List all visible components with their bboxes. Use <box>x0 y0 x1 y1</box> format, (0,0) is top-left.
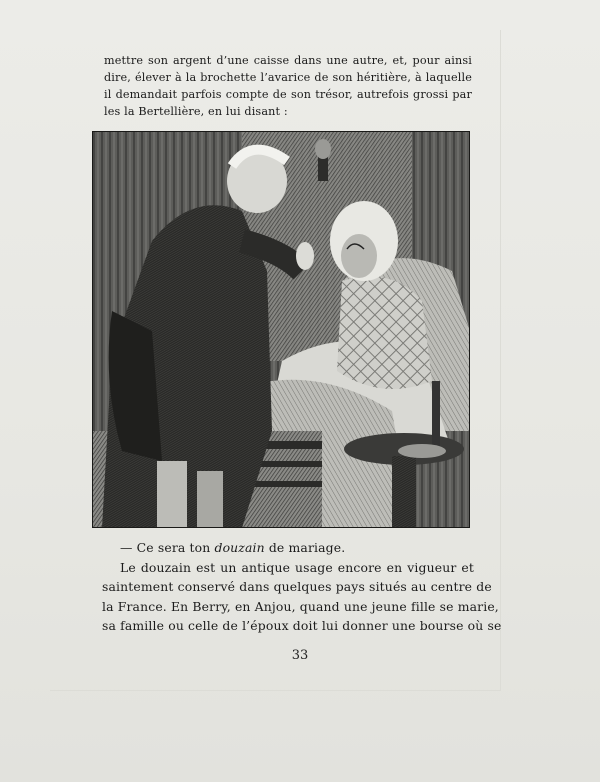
text-line: sa famille ou celle de l’époux doit lui donner une bourse où se <box>102 618 502 633</box>
top-paragraph <box>104 52 472 120</box>
dialogue-italic: douzain <box>214 540 265 555</box>
dialogue-suffix: de mariage. <box>264 540 346 555</box>
engraving-illustration <box>92 131 470 528</box>
dialogue-line <box>102 538 474 558</box>
dialogue-prefix: — Ce sera ton <box>120 540 215 555</box>
bottom-paragraph <box>102 538 502 636</box>
text-line: les la Bertellière, en lui disant : <box>104 105 288 118</box>
text-line: la France. En Berry, en Anjou, quand une jeune fille se marie, <box>102 598 499 614</box>
text-line: dire, élever à la brochette l’avarice de son héritière, à laquelle <box>104 71 472 84</box>
text-line: Le douzain est un antique usage encore en vigueur et <box>120 559 474 575</box>
text-line: saintement conservé dans quelques pays situés au centre de <box>102 579 492 594</box>
page-number: 33 <box>291 648 309 663</box>
text-line: il demandait parfois compte de son trésor, autrefois grossi par <box>104 88 472 101</box>
text-line: mettre son argent d’une caisse dans une autre, et, pour ainsi <box>104 54 472 67</box>
